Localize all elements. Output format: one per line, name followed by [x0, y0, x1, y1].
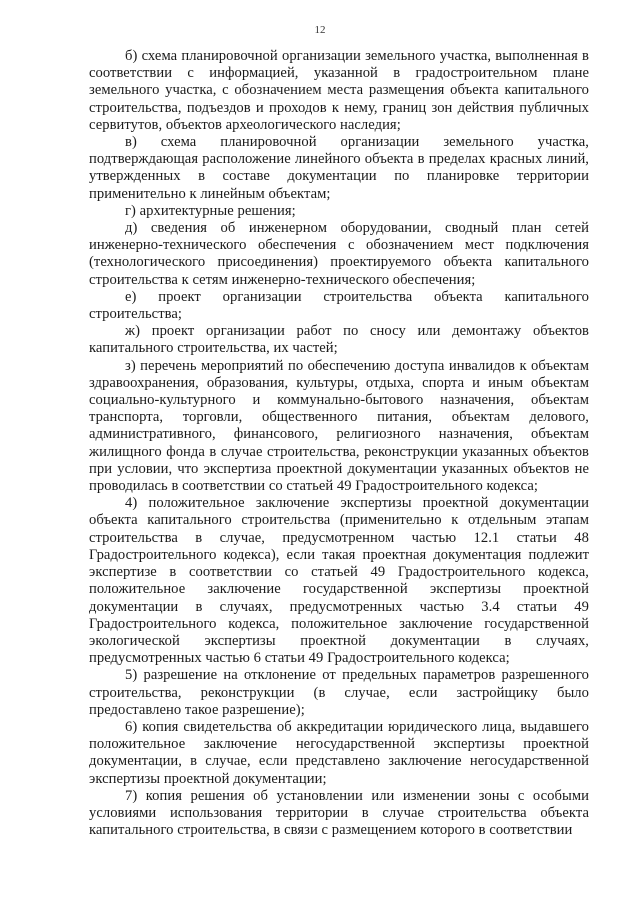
paragraph-zh: ж) проект организации работ по сносу или демонтажу объектов капитального строительства, их частей; — [89, 323, 589, 357]
paragraph-z: з) перечень мероприятий по обеспечению доступа инвалидов к объектам здравоохранения, образования, культуры, отдыха, спорта и иным объектам социально-культурного и коммунально-бытового назначения, объектам транспорта, торговли, общественного питания, объектам делового, административного, финансового, религиозного назначения, объектам жилищного фонда в случае строительства, реконструкции указанных объектов при условии, что экспертиза проектной документации указанных объектов не проводилась в соответствии со статьей 49 Градостроительного кодекса; — [89, 357, 589, 495]
paragraph-6: 6) копия свидетельства об аккредитации юридического лица, выдавшего положительное заключение негосударственной экспертизы проектной документации, в случае, если представлено заключение негосударственной экспертизы проектной документации; — [89, 718, 589, 787]
paragraph-d: д) сведения об инженерном оборудовании, сводный план сетей инженерно-технического обеспечения с обозначением мест подключения (технологического присоединения) проектируемого объекта капитального строительства к сетям инженерно-технического обеспечения; — [89, 220, 589, 288]
document-body — [89, 48, 589, 839]
paragraph-g: г) архитектурные решения; — [125, 202, 296, 219]
paragraph-v: в) схема планировочной организации земельного участка, подтверждающая расположение линейного объекта в пределах красных линий, утвержденных в составе документации по планировке территории применительно к линейным объектам; — [89, 134, 589, 202]
paragraph-4: 4) положительное заключение экспертизы проектной документации объекта капитального строительства (применительно к отдельным этапам строительства в случае, предусмотренном частью 12.1 статьи 48 Градостроительного кодекса), если такая проектная документация подлежит экспертизе в соответствии со статьей 49 Градостроительного кодекса, положительное заключение государственной экспертизы проектной документации в случаях, предусмотренных частью 3.4 статьи 49 Градостроительного кодекса, положительное заключение государственной экологической экспертизы проектной документации в случаях, предусмотренных частью 6 статьи 49 Градостроительного кодекса; — [89, 495, 589, 667]
paragraph-7: 7) копия решения об установлении или изменении зоны с особыми условиями использования территории в случае строительства объекта капитального строительства, в связи с размещением которого в соответствии — [89, 787, 589, 839]
paragraph-e: е) проект организации строительства объекта капитального строительства; — [89, 288, 589, 323]
paragraph-b: б) схема планировочной организации земельного участка, выполненная в соответствии с информацией, указанной в градостроительном плане земельного участка, с обозначением места размещения объекта капитального строительства, подъездов и проходов к нему, границ зон действия публичных сервитутов, объектов археологического наследия; — [89, 48, 589, 133]
paragraph-5: 5) разрешение на отклонение от предельных параметров разрешенного строительства, реконструкции (в случае, если застройщику было предоставлено такое разрешение); — [89, 667, 589, 718]
page-number: 12 — [314, 24, 326, 36]
